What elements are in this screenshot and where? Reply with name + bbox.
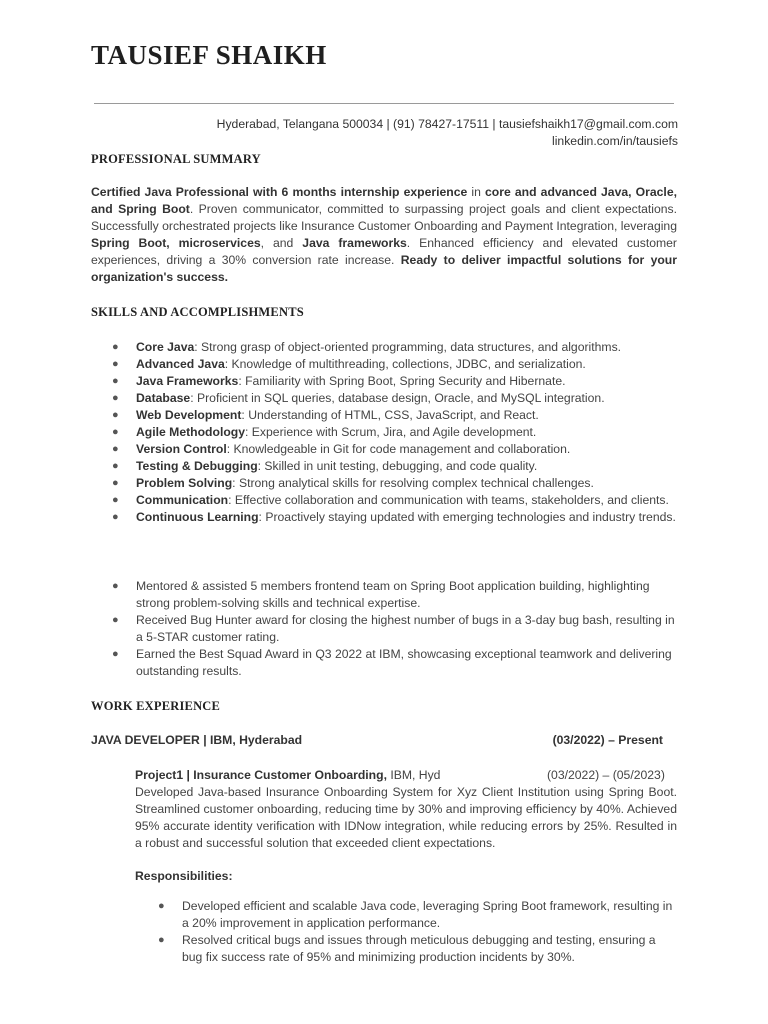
skill-text: : Understanding of HTML, CSS, JavaScript, and React. <box>241 408 539 422</box>
skill-label: Problem Solving <box>136 476 233 490</box>
skills-list <box>112 339 682 526</box>
contact-line: Hyderabad, Telangana 500034 | (91) 78427-17511 | tausiefshaikh17@gmail.com.com <box>216 117 678 131</box>
skill-text: : Knowledgeable in Git for code management and collaboration. <box>226 442 571 456</box>
skill-label: Advanced Java <box>136 357 225 371</box>
contact-info <box>217 116 678 150</box>
skill-text: : Skilled in unit testing, debugging, and code quality. <box>257 459 538 473</box>
bullet-icon: ● <box>112 614 119 626</box>
bullet-icon: ● <box>112 358 119 370</box>
linkedin-link[interactable]: linkedin.com/in/tausiefs <box>552 134 678 148</box>
job-title: JAVA DEVELOPER | IBM, Hyderabad <box>91 733 303 747</box>
responsibility-text: Resolved critical bugs and issues through meticulous debugging and testing, ensuring a bug fix success rate of 95% and minimizing production incidents by 30%. <box>182 933 656 964</box>
summary-text: in <box>467 185 486 199</box>
summary-paragraph <box>91 184 677 286</box>
project-title: Project1 | Insurance Customer Onboarding, <box>135 768 387 782</box>
skill-label: Version Control <box>136 442 227 456</box>
list-item <box>112 578 682 612</box>
list-item <box>112 407 682 424</box>
project-block <box>135 767 677 852</box>
skills-heading: SKILLS AND ACCOMPLISHMENTS <box>91 305 304 319</box>
list-item <box>158 932 678 966</box>
summary-text: , and <box>260 236 303 250</box>
list-item <box>112 475 682 492</box>
job-header <box>91 733 663 747</box>
accomplishment-text: Received Bug Hunter award for closing the highest number of bugs in a 3-day bug bash, resulting in a 5-STAR customer rating. <box>136 613 675 644</box>
skill-text: : Strong grasp of object-oriented programming, data structures, and algorithms. <box>194 340 622 354</box>
bullet-icon: ● <box>112 341 119 353</box>
skill-label: Continuous Learning <box>136 510 259 524</box>
accomplishment-text: Mentored & assisted 5 members frontend team on Spring Boot application building, highlighting strong problem-solving skills and technical expertise. <box>136 579 650 610</box>
summary-text-bold: Spring Boot, microservices <box>91 236 261 250</box>
bullet-icon: ● <box>112 426 119 438</box>
responsibility-text: Developed efficient and scalable Java code, leveraging Spring Boot framework, resulting in a 20% improvement in application performance. <box>182 899 673 930</box>
summary-text-bold: Java frameworks <box>302 236 407 250</box>
skill-label: Core Java <box>136 340 195 354</box>
job-dates: (03/2022) – Present <box>552 733 663 747</box>
skill-text: : Proficient in SQL queries, database design, Oracle, and MySQL integration. <box>190 391 605 405</box>
list-item <box>112 356 682 373</box>
accomplishment-text: Earned the Best Squad Award in Q3 2022 at IBM, showcasing exceptional teamwork and delivering outstanding results. <box>136 647 672 678</box>
bullet-icon: ● <box>112 392 119 404</box>
project-dates: (03/2022) – (05/2023) <box>547 768 665 782</box>
accomplishments-list <box>112 578 682 680</box>
bullet-icon: ● <box>112 460 119 472</box>
bullet-icon: ● <box>112 494 119 506</box>
skill-text: : Familiarity with Spring Boot, Spring Security and Hibernate. <box>238 374 566 388</box>
skill-text: : Knowledge of multithreading, collections, JDBC, and serialization. <box>224 357 586 371</box>
skill-label: Testing & Debugging <box>136 459 258 473</box>
skill-label: Java Frameworks <box>136 374 239 388</box>
skill-label: Agile Methodology <box>136 425 246 439</box>
summary-text-bold: core and advanced Java, Oracle, and Spring Boot <box>91 185 677 216</box>
summary-text-bold: Certified Java Professional with 6 months internship experience <box>91 185 468 199</box>
list-item <box>112 339 682 356</box>
skill-text: : Proactively staying updated with emerging technologies and industry trends. <box>258 510 676 524</box>
skill-label: Database <box>136 391 191 405</box>
bullet-icon: ● <box>112 477 119 489</box>
skill-label: Web Development <box>136 408 242 422</box>
bullet-icon: ● <box>112 648 119 660</box>
skill-text: : Experience with Scrum, Jira, and Agile development. <box>245 425 537 439</box>
bullet-icon: ● <box>112 511 119 523</box>
project-description: Developed Java-based Insurance Onboarding System for Xyz Client Institution using Spring Boot. Streamlined customer onboarding, reducing time by 30% and improving efficiency by 40%. Achieved 95% accurate identity verification with IDNow integration, while reducing errors by 25%. Resulted in a robust and successful solution that exceeded client expectations. <box>135 785 677 850</box>
bullet-icon: ● <box>112 375 119 387</box>
list-item <box>112 492 682 509</box>
list-item <box>112 424 682 441</box>
list-item <box>112 373 682 390</box>
bullet-icon: ● <box>112 409 119 421</box>
project-location: IBM, Hyd <box>386 768 441 782</box>
bullet-icon: ● <box>158 934 165 946</box>
skill-text: : Strong analytical skills for resolving complex technical challenges. <box>232 476 594 490</box>
summary-text: . Enhanced efficiency and elevated customer experiences, driving a 30% conversion rate increase. <box>91 236 677 267</box>
list-item <box>112 646 682 680</box>
list-item <box>112 390 682 407</box>
list-item <box>158 898 678 932</box>
responsibilities-list <box>158 898 678 966</box>
bullet-icon: ● <box>112 580 119 592</box>
skill-text: : Effective collaboration and communication with teams, stakeholders, and clients. <box>228 493 669 507</box>
header-divider <box>94 103 674 104</box>
skill-label: Communication <box>136 493 229 507</box>
candidate-name: TAUSIEF SHAIKH <box>91 40 327 70</box>
list-item <box>112 458 682 475</box>
responsibilities-heading: Responsibilities: <box>135 869 233 883</box>
bullet-icon: ● <box>158 900 165 912</box>
bullet-icon: ● <box>112 443 119 455</box>
list-item <box>112 441 682 458</box>
experience-heading: WORK EXPERIENCE <box>91 699 221 713</box>
list-item <box>112 612 682 646</box>
summary-text-bold: Ready to deliver impactful solutions for your organization's success. <box>91 253 677 284</box>
summary-text: . Proven communicator, committed to surpassing project goals and client expectations. Successfully orchestrated projects like Insurance Customer Onboarding and Payment Integration, leveraging <box>91 202 677 233</box>
list-item <box>112 509 682 526</box>
summary-heading: PROFESSIONAL SUMMARY <box>91 152 261 166</box>
